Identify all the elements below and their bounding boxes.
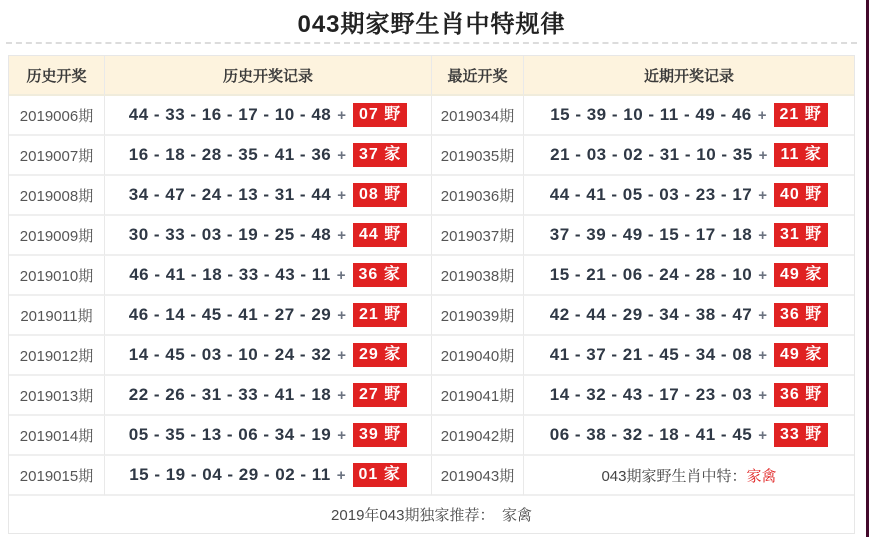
numbers-text: 44 - 41 - 05 - 03 - 23 - 17 [549,185,753,204]
numbers-text: 14 - 32 - 43 - 17 - 23 - 03 [549,385,753,404]
record-cell [524,176,854,216]
special-badge: 49 家 [774,263,828,287]
plus-sign: + [337,306,346,324]
record-cell [105,456,432,496]
record-cell [524,256,854,296]
numbers-text: 44 - 33 - 16 - 17 - 10 - 48 [128,105,332,124]
numbers-text: 16 - 18 - 28 - 35 - 41 - 36 [128,145,332,164]
footer-note: 2019年043期独家推荐： 家禽 [9,496,854,533]
period-cell: 2019010期 [9,256,105,296]
numbers-text: 15 - 19 - 04 - 29 - 02 - 11 [129,465,331,484]
special-badge: 31 野 [774,223,828,247]
record-cell [524,136,854,176]
plus-sign: + [337,386,346,404]
special-badge: 49 家 [774,343,828,367]
period-cell: 2019038期 [432,256,524,296]
record-cell [105,376,432,416]
plus-sign: + [336,466,346,484]
period-cell: 2019011期 [9,296,105,336]
period-cell: 2019040期 [432,336,524,376]
special-badge: 40 野 [774,183,828,207]
plus-sign: + [337,186,346,204]
special-badge: 36 野 [774,383,828,407]
special-badge: 37 家 [353,143,407,167]
period-cell: 2019015期 [9,456,105,496]
plus-sign: + [757,106,767,124]
record-cell [524,456,854,496]
special-badge: 33 野 [774,423,828,447]
record-cell [105,216,432,256]
plus-sign: + [337,426,346,444]
numbers-text: 46 - 14 - 45 - 41 - 27 - 29 [128,305,332,324]
special-badge: 39 野 [353,423,407,447]
plus-sign: + [337,226,346,244]
plus-sign: + [758,226,767,244]
period-cell: 2019042期 [432,416,524,456]
record-cell [105,256,432,296]
header-recent-period: 最近开奖 [432,56,524,96]
period-cell: 2019009期 [9,216,105,256]
plus-sign: + [758,266,767,284]
record-cell [105,416,432,456]
numbers-text: 41 - 37 - 21 - 45 - 34 - 08 [549,345,753,364]
period-cell: 2019007期 [9,136,105,176]
special-badge: 21 野 [774,103,828,127]
title-section [6,0,857,44]
period-cell: 2019039期 [432,296,524,336]
record-cell [105,96,432,136]
record-cell [524,96,854,136]
record-cell [105,136,432,176]
record-cell [524,376,854,416]
special-badge: 29 家 [353,343,407,367]
record-cell [524,216,854,256]
header-recent-record: 近期开奖记录 [524,56,854,96]
numbers-text: 42 - 44 - 29 - 34 - 38 - 47 [549,305,753,324]
record-cell [524,416,854,456]
numbers-text: 37 - 39 - 49 - 15 - 17 - 18 [549,225,753,244]
plus-sign: + [758,386,767,404]
numbers-text: 34 - 47 - 24 - 13 - 31 - 44 [128,185,332,204]
record-cell [105,296,432,336]
numbers-text: 30 - 33 - 03 - 19 - 25 - 48 [128,225,332,244]
header-history-period: 历史开奖 [9,56,105,96]
plus-sign: + [337,146,346,164]
plus-sign: + [758,346,767,364]
numbers-text: 46 - 41 - 18 - 33 - 43 - 11 [129,265,331,284]
special-badge: 36 野 [774,303,828,327]
result-text: 043期家野生肖中特： [601,467,747,485]
header-history-record: 历史开奖记录 [105,56,432,96]
numbers-text: 22 - 26 - 31 - 33 - 41 - 18 [128,385,332,404]
page-title: 043期家野生肖中特规律 [297,10,566,38]
plus-sign: + [758,186,767,204]
period-cell: 2019008期 [9,176,105,216]
special-badge: 21 野 [353,303,407,327]
plus-sign: + [758,426,767,444]
record-cell [105,336,432,376]
period-cell: 2019006期 [9,96,105,136]
numbers-text: 06 - 38 - 32 - 18 - 41 - 45 [549,425,753,444]
period-cell: 2019034期 [432,96,524,136]
special-badge: 07 野 [353,103,407,127]
result-highlight: 家禽 [746,467,777,485]
period-cell: 2019035期 [432,136,524,176]
plus-sign: + [758,306,767,324]
record-cell [524,336,854,376]
period-cell: 2019036期 [432,176,524,216]
period-cell: 2019013期 [9,376,105,416]
record-cell [105,176,432,216]
plus-sign: + [337,106,346,124]
special-badge: 01 家 [353,463,407,487]
numbers-text: 15 - 21 - 06 - 24 - 28 - 10 [549,265,753,284]
numbers-text: 05 - 35 - 13 - 06 - 34 - 19 [128,425,332,444]
numbers-text: 21 - 03 - 02 - 31 - 10 - 35 [550,145,753,164]
plus-sign: + [336,266,346,284]
numbers-text: 15 - 39 - 10 - 11 - 49 - 46 [550,105,752,124]
period-cell: 2019043期 [432,456,524,496]
period-cell: 2019014期 [9,416,105,456]
results-table [8,55,855,534]
period-cell: 2019037期 [432,216,524,256]
plus-sign: + [758,146,768,164]
special-badge: 27 野 [353,383,407,407]
period-cell: 2019041期 [432,376,524,416]
special-badge: 36 家 [353,263,407,287]
special-badge: 11 家 [774,143,827,167]
numbers-text: 14 - 45 - 03 - 10 - 24 - 32 [128,345,332,364]
special-badge: 44 野 [353,223,407,247]
special-badge: 08 野 [353,183,407,207]
plus-sign: + [337,346,346,364]
record-cell [524,296,854,336]
period-cell: 2019012期 [9,336,105,376]
